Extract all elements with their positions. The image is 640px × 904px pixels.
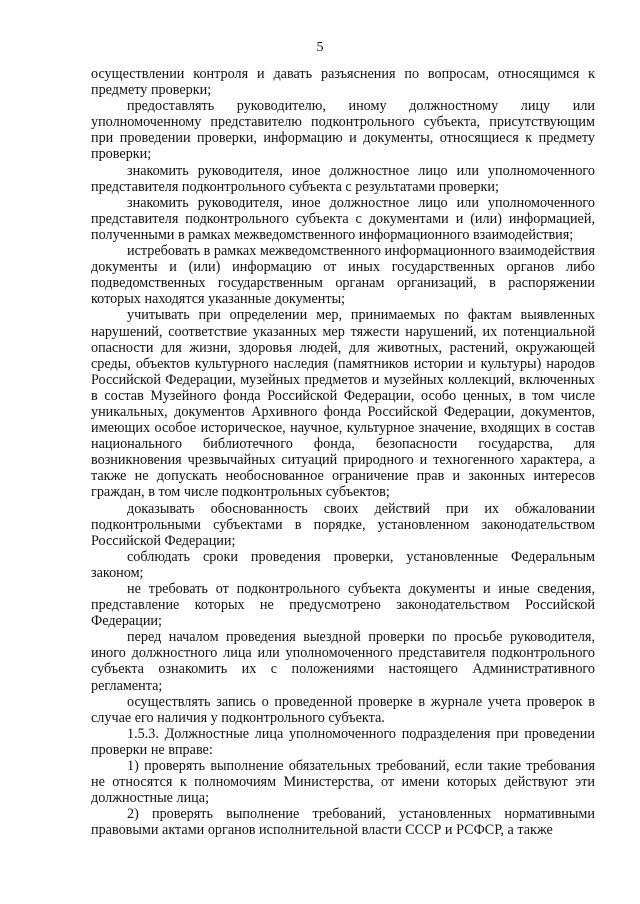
document-body (91, 66, 595, 839)
paragraph: учитывать при определении мер, принимаемых по фактам выявленных нарушений, соответствие указанных мер тяжести нарушений, их потенциальной опасности для жизни, здоровья людей, для животных, растений, окружающей среды, объектов культурного наследия (памятников истории и культуры) народов Российской Федерации, музейных предметов и музейных коллекций, включенных в состав Музейного фонда Российской Федерации, особо ценных, в том числе уникальных, документов Архивного фонда Российской Федерации, документов, имеющих особое историческое, научное, культурное значение, входящих в состав национального библиотечного фонда, безопасности государства, для возникновения чрезвычайных ситуаций природного и техногенного характера, а также не допускать необоснованное ограничение прав и законных интересов граждан, в том числе подконтрольных субъектов; (91, 307, 595, 501)
paragraph: 1.5.3. Должностные лица уполномоченного подразделения при проведении проверки не вправе: (91, 725, 595, 758)
paragraph: 2) проверять выполнение требований, установленных нормативными правовыми актами органов исполнительной власти СССР и РСФСР, а также (91, 806, 595, 839)
paragraph: предоставлять руководителю, иному должностному лицу или уполномоченному представителю подконтрольного субъекта, присутствующим при проведении проверки, информацию и документы, относящиеся к предмету проверки; (91, 98, 595, 163)
paragraph: не требовать от подконтрольного субъекта документы и иные сведения, представление которых не предусмотрено законодательством Российской Федерации; (91, 581, 595, 630)
paragraph: истребовать в рамках межведомственного информационного взаимодействия документы и (или) информацию от иных государственных органов либо подведомственных государственным органам организаций, в распоряжении которых находятся указанные документы; (91, 243, 595, 308)
paragraph: 1) проверять выполнение обязательных требований, если такие требования не относятся к полномочиям Министерства, от имени которых действуют эти должностные лица; (91, 758, 595, 807)
paragraph: знакомить руководителя, иное должностное лицо или уполномоченного представителя подконтрольного субъекта с результатами проверки; (91, 162, 595, 195)
paragraph: соблюдать сроки проведения проверки, установленные Федеральным законом; (91, 548, 595, 581)
paragraph: осуществлять запись о проведенной проверке в журнале учета проверок в случае его наличия у подконтрольного субъекта. (91, 693, 595, 726)
paragraph: доказывать обоснованность своих действий при их обжаловании подконтрольными субъектами в порядке, установленном законодательством Российской Федерации; (91, 500, 595, 549)
paragraph: знакомить руководителя, иное должностное лицо или уполномоченного представителя подконтрольного субъекта с документами и (или) информацией, полученными в рамках межведомственного информационного взаимодействия; (91, 194, 595, 243)
paragraph: осуществлении контроля и давать разъяснения по вопросам, относящимся к предмету проверки; (91, 66, 595, 99)
paragraph: перед началом проведения выездной проверки по просьбе руководителя, иного должностного лица или уполномоченного представителя подконтрольного субъекта ознакомить их с положениями настоящего Административного регламента; (91, 629, 595, 694)
page-number: 5 (316, 40, 324, 55)
